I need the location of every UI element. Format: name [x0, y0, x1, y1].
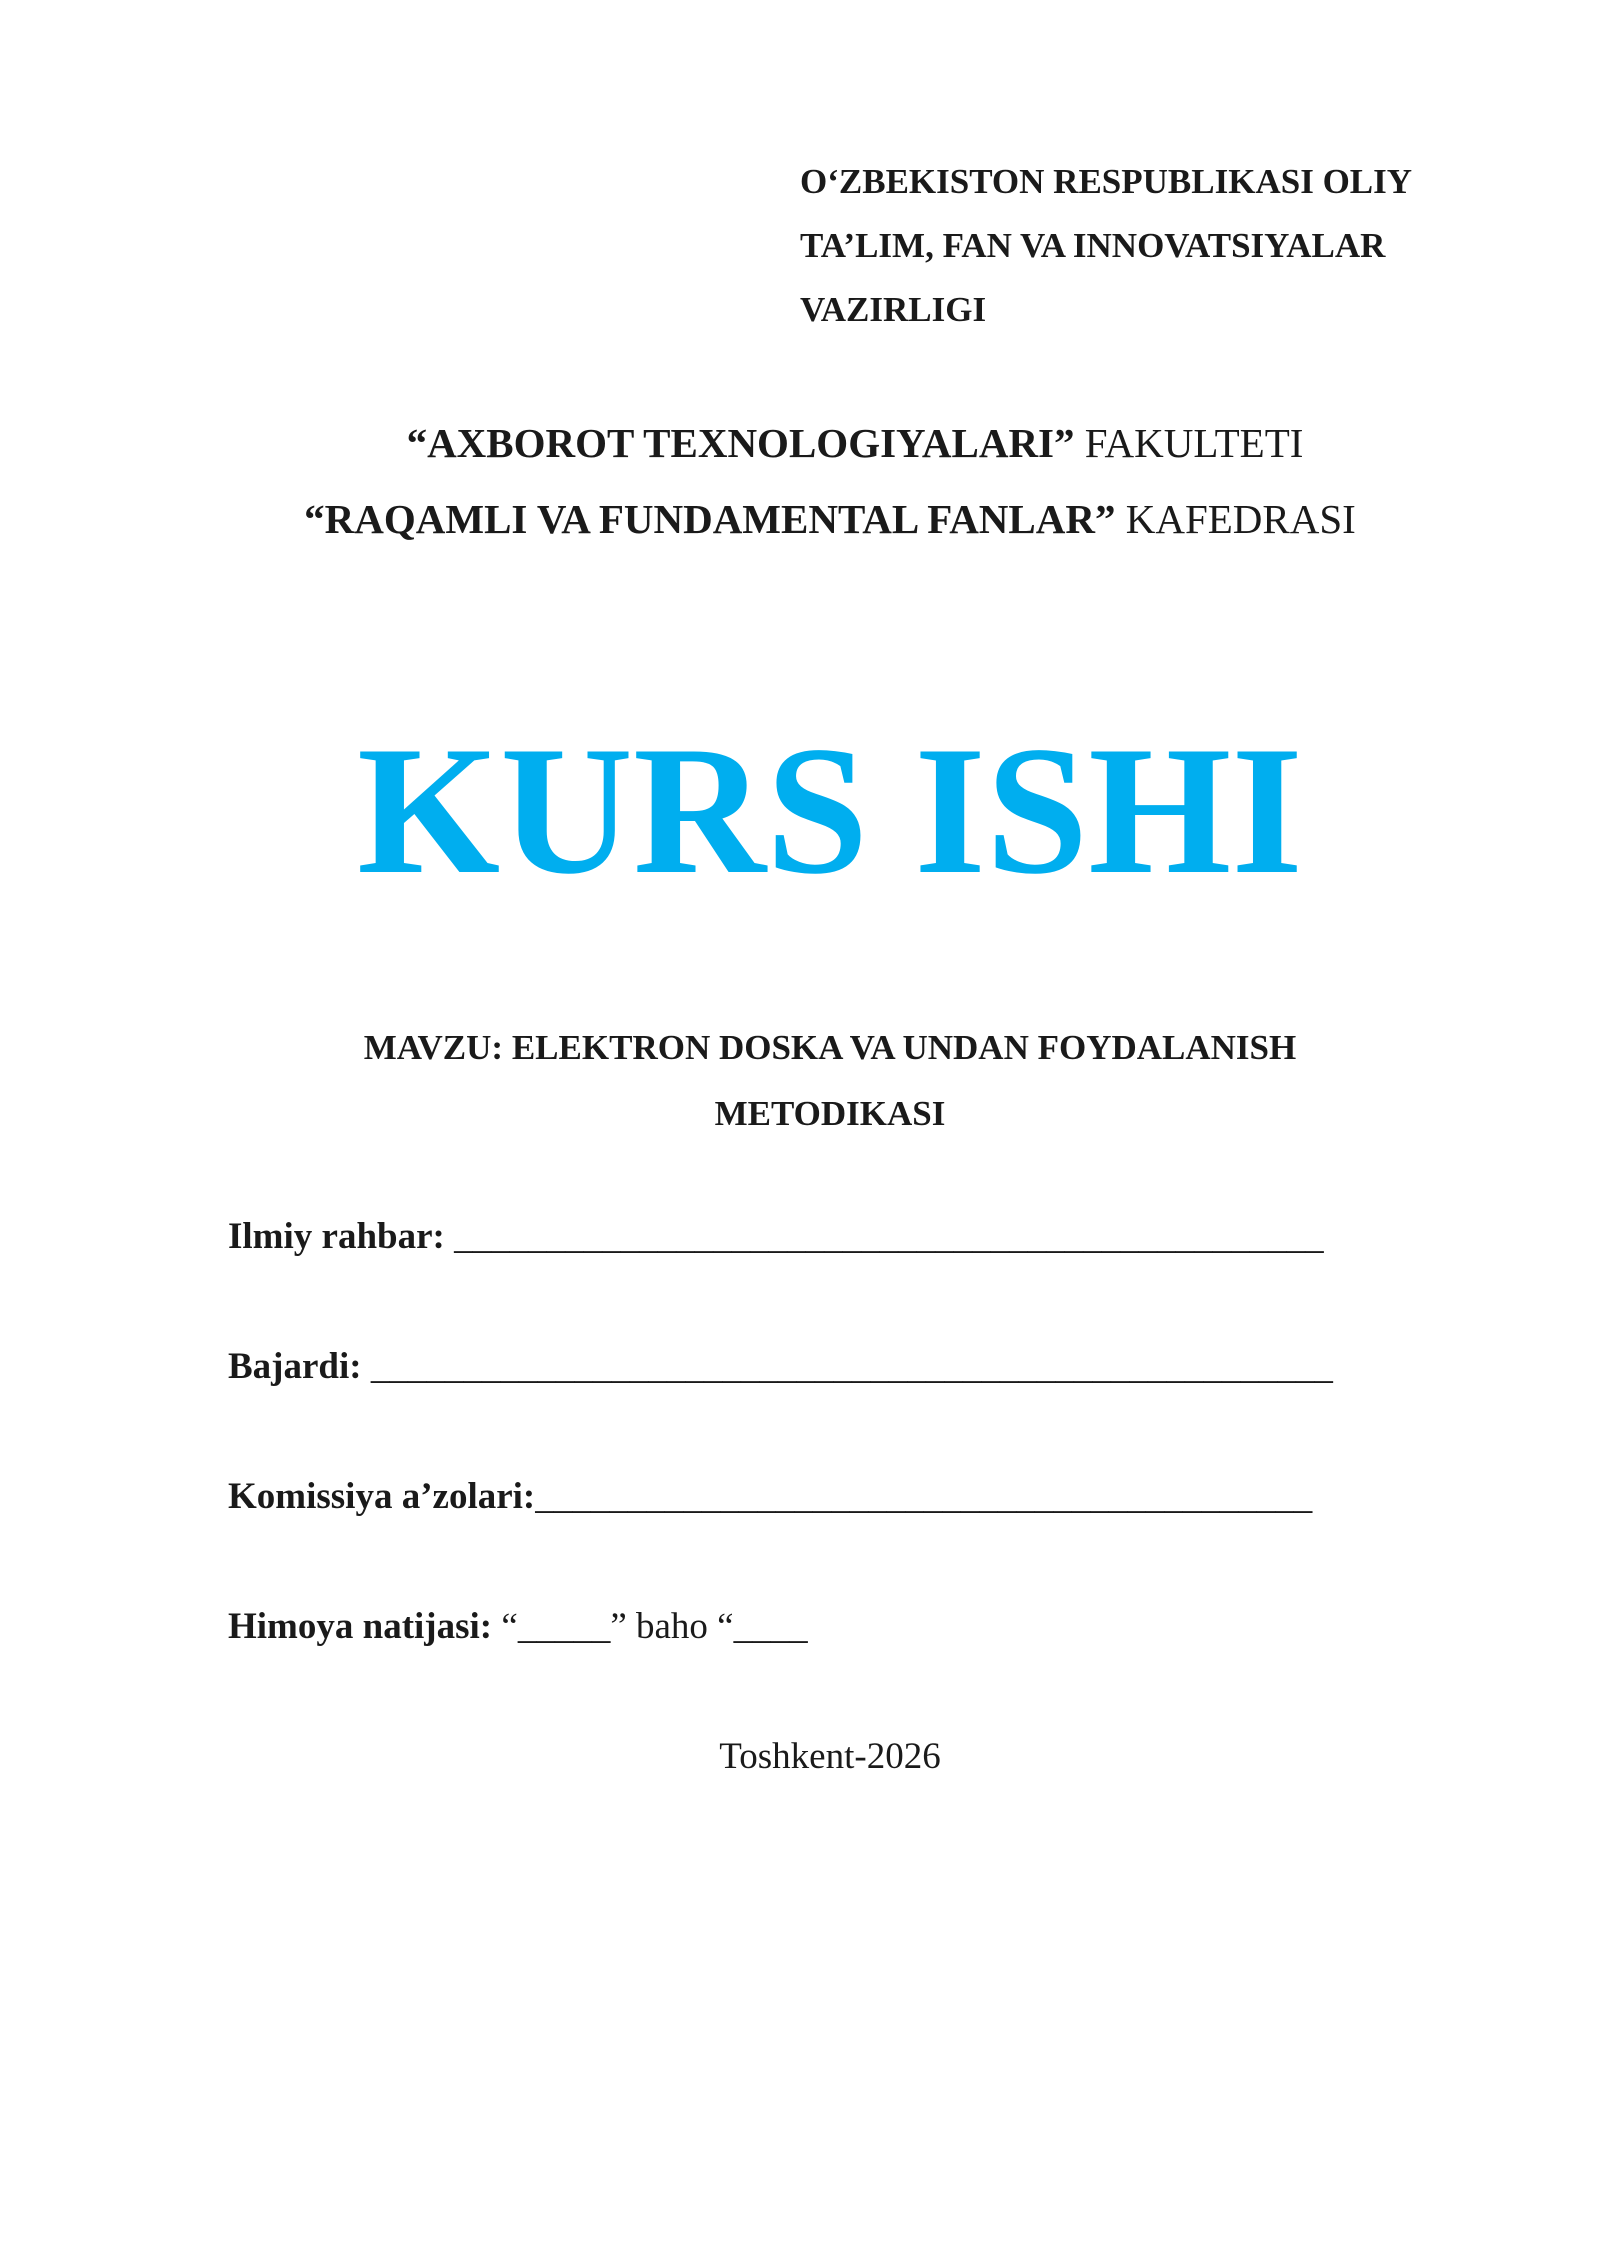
city-year: Toshkent-2026: [719, 1736, 941, 1777]
supervisor-label: Ilmiy rahbar:: [228, 1216, 455, 1257]
defense-result-label: Himoya natijasi:: [228, 1606, 502, 1647]
department-line: [60, 481, 1600, 557]
ministry-line-3: VAZIRLIGI: [800, 290, 987, 329]
performed-label: Bajardi:: [228, 1346, 371, 1387]
supervisor-blank: _______________________________________________: [454, 1216, 1324, 1257]
commission-field: [228, 1475, 1312, 1518]
document-title: KURS ISHI: [357, 708, 1303, 912]
faculty-suffix: FAKULTETI: [1074, 420, 1304, 466]
commission-label: Komissiya a’zolari:: [228, 1476, 536, 1517]
defense-result-blank: “_____” baho “____: [501, 1606, 808, 1647]
topic-line-2: METODIKASI: [714, 1094, 946, 1133]
department-suffix: KAFEDRASI: [1115, 496, 1356, 542]
ministry-header: [800, 150, 1520, 342]
performed-field: [228, 1345, 1333, 1388]
faculty-department-block: [0, 405, 1600, 557]
ministry-line-2: TA’LIM, FAN VA INNOVATSIYALAR: [800, 226, 1386, 265]
topic-line-1: MAVZU: ELEKTRON DOSKA VA UNDAN FOYDALANISH: [363, 1028, 1297, 1067]
performed-blank: ____________________________________________________: [370, 1346, 1333, 1387]
faculty-line: [110, 405, 1600, 481]
faculty-name: “AXBOROT TEXNOLOGIYALARI”: [406, 420, 1075, 466]
topic-block: [0, 1015, 1600, 1147]
department-name: “RAQAMLI VA FUNDAMENTAL FANLAR”: [304, 496, 1116, 542]
commission-blank: __________________________________________: [535, 1476, 1313, 1517]
supervisor-field: [228, 1215, 1324, 1258]
defense-result-field: [228, 1605, 808, 1648]
ministry-line-1: O‘ZBEKISTON RESPUBLIKASI OLIY: [800, 162, 1413, 201]
